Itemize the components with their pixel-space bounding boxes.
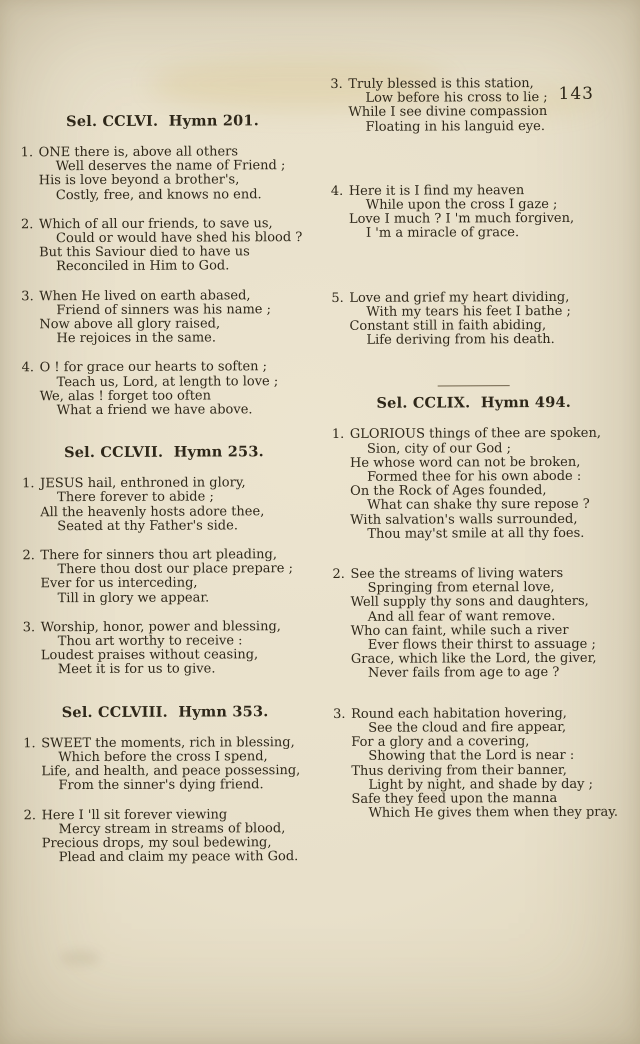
hymn-verse xyxy=(22,476,306,534)
verse-line: Loudest praises without ceasing, xyxy=(40,647,259,664)
verse-number: 3. xyxy=(22,620,36,636)
verse-line: And all fear of want remove. xyxy=(367,608,556,625)
hymn-section xyxy=(332,385,618,821)
verse-line: Truly blessed is this station, xyxy=(348,76,534,92)
hymn-verse xyxy=(332,427,616,542)
verse-line: But this Saviour died to have us xyxy=(39,244,250,261)
hymn-verse xyxy=(21,217,305,275)
verse-line: O ! for grace our hearts to soften ; xyxy=(39,359,268,376)
verse-line: See the cloud and fire appear, xyxy=(368,719,567,736)
verse-line: Thus deriving from their banner, xyxy=(351,762,567,779)
verse-line: Seated at thy Father's side. xyxy=(57,518,238,535)
verse-lines xyxy=(41,620,307,678)
verse-line: All the heavenly hosts adore thee, xyxy=(40,503,265,520)
verse-number: 4. xyxy=(21,360,35,376)
verse-line: Safe they feed upon the manna xyxy=(351,790,558,807)
right-column xyxy=(330,77,617,880)
verse-number: 1. xyxy=(23,735,36,751)
hymn-verse xyxy=(22,361,306,419)
verse-line: Till in glory we appear. xyxy=(57,590,210,606)
verse-number: 3. xyxy=(330,76,343,92)
verse-line: Grace, which like the Lord, the giver, xyxy=(350,651,597,668)
verse-line: I 'm a miracle of grace. xyxy=(365,225,520,242)
verse-line: Life deriving from his death. xyxy=(366,332,555,349)
verse-line: Reconciled in Him to God. xyxy=(56,258,230,275)
verse-line: Here it is I find my heaven xyxy=(348,182,525,199)
verse-number: 1. xyxy=(22,476,35,492)
verse-lines xyxy=(351,706,617,821)
verse-line: Life, and health, and peace possessing, xyxy=(41,763,301,780)
verse-line: Floating in his languid eye. xyxy=(365,118,546,135)
paper-stain xyxy=(60,950,100,966)
left-column xyxy=(20,78,307,881)
hymn-verse xyxy=(331,184,615,242)
verse-line: For a glory and a covering, xyxy=(351,734,530,750)
verse-number: 1. xyxy=(20,145,34,161)
verse-number: 5. xyxy=(331,290,344,306)
verse-line: While I see divine compassion xyxy=(348,104,548,121)
verse-line: Well deserves the name of Friend ; xyxy=(55,158,286,175)
hymn-heading: Sel. CCLVII. Hymn 253. xyxy=(64,443,264,462)
verse-line: GLORIOUS things of thee are spoken, xyxy=(349,426,602,443)
verse-line: Ever flows their thirst to assuage ; xyxy=(367,636,596,653)
verse-line: Teach us, Lord, at length to love ; xyxy=(56,373,279,390)
verse-number: 2. xyxy=(20,217,34,233)
section-divider xyxy=(438,386,510,387)
verse-line: Round each habitation hovering, xyxy=(351,705,567,722)
hymn-verse xyxy=(21,145,305,203)
verse-line: Friend of sinners was his name ; xyxy=(56,302,272,318)
verse-line: His is love beyond a brother's, xyxy=(38,172,240,189)
verse-line: Light by night, and shade by day ; xyxy=(368,776,594,793)
verse-line: With salvation's walls surrounded, xyxy=(350,511,578,528)
verse-lines xyxy=(39,289,305,347)
verse-lines xyxy=(39,217,305,275)
verse-line: Never fails from age to age ? xyxy=(367,665,560,682)
hymn-verse xyxy=(23,736,307,794)
verse-number: 3. xyxy=(21,288,34,304)
verse-lines xyxy=(39,145,305,203)
verse-line: Thou art worthy to receive : xyxy=(57,633,243,650)
verse-line: Which He gives them when they pray. xyxy=(368,804,619,821)
verse-line: Precious drops, my soul bedewing, xyxy=(41,835,272,852)
verse-line: With my tears his feet I bathe ; xyxy=(366,303,571,320)
verse-lines xyxy=(348,77,614,135)
verse-line: There thou dost our place prepare ; xyxy=(57,561,294,578)
verse-lines xyxy=(349,184,615,242)
verse-line: See the streams of living waters xyxy=(350,566,564,582)
verse-line: There forever to abide ; xyxy=(57,489,214,506)
verse-lines xyxy=(40,476,306,534)
verse-line: Low before his cross to lie ; xyxy=(365,90,548,107)
hymn-verse xyxy=(333,706,617,821)
hymn-verse xyxy=(331,290,615,348)
hymn-section xyxy=(22,443,307,678)
verse-lines xyxy=(41,736,307,794)
verse-line: Costly, free, and knows no end. xyxy=(55,186,262,203)
hymn-verse xyxy=(24,808,308,866)
hymn-verse xyxy=(21,289,305,347)
verse-line: Which before the cross I spend, xyxy=(58,749,268,766)
verse-line: ONE there is, above all others xyxy=(38,144,239,161)
hymn-heading: Sel. CCLIX. Hymn 494. xyxy=(376,394,572,413)
verse-line: JESUS hail, enthroned in glory, xyxy=(40,475,246,492)
hymn-heading: Sel. CCLVIII. Hymn 353. xyxy=(61,702,269,721)
verse-line: Meet it is for us to give. xyxy=(57,661,216,678)
verse-line: Constant still in faith abiding, xyxy=(349,318,547,334)
hymn-verse xyxy=(332,567,616,682)
verse-line: Here I 'll sit forever viewing xyxy=(41,806,228,823)
verse-lines xyxy=(349,290,615,348)
verse-line: There for sinners thou art pleading, xyxy=(40,547,277,564)
verse-line: Showing that the Lord is near : xyxy=(368,748,575,765)
verse-line: Plead and claim my peace with God. xyxy=(58,849,299,866)
verse-line: On the Rock of Ages founded, xyxy=(350,483,547,500)
hymn-heading: Sel. CCLVI. Hymn 201. xyxy=(66,112,259,131)
verse-line: While upon the cross I gaze ; xyxy=(365,196,558,213)
verse-line: Mercy stream in streams of blood, xyxy=(58,820,286,837)
verse-line: SWEET the moments, rich in blessing, xyxy=(41,734,295,751)
hymn-verse xyxy=(23,620,307,678)
verse-line: What can shake thy sure repose ? xyxy=(367,497,590,514)
verse-lines xyxy=(42,808,308,866)
verse-line: Thou may'st smile at all thy foes. xyxy=(367,525,585,542)
verse-line: What a friend we have above. xyxy=(56,402,253,419)
verse-line: Sion, city of our God ; xyxy=(366,440,512,457)
verse-line: From the sinner's dying friend. xyxy=(58,777,264,794)
verse-line: He whose word can not be broken, xyxy=(349,454,581,471)
verse-number: 2. xyxy=(332,566,345,583)
verse-line: Love I much ? I 'm much forgiven, xyxy=(348,211,575,228)
verse-line: Who can faint, while such a river xyxy=(350,622,569,639)
verse-number: 2. xyxy=(23,807,36,823)
verse-line: Could or would have shed his blood ? xyxy=(56,230,303,247)
verse-number: 3. xyxy=(333,706,346,722)
hymn-section xyxy=(20,112,305,418)
hymn-section xyxy=(23,703,308,866)
verse-line: Ever for us interceding, xyxy=(40,576,198,592)
verse-lines xyxy=(350,427,616,542)
hymn-section xyxy=(330,77,615,349)
verse-line: Formed thee for his own abode : xyxy=(367,468,582,485)
verse-lines xyxy=(40,361,306,419)
verse-number: 1. xyxy=(331,427,345,443)
hymn-verse xyxy=(22,548,306,606)
verse-line: Which of all our friends, to save us, xyxy=(38,216,273,233)
verse-lines xyxy=(350,567,616,682)
hymn-verse xyxy=(330,77,614,135)
verse-line: Worship, honor, power and blessing, xyxy=(40,619,281,636)
verse-line: When He lived on earth abased, xyxy=(39,287,251,304)
verse-line: Springing from eternal love, xyxy=(367,580,555,597)
verse-line: Love and grief my heart dividing, xyxy=(349,289,570,306)
verse-number: 4. xyxy=(330,183,344,199)
verse-number: 2. xyxy=(22,548,35,564)
page-number: 143 xyxy=(558,84,594,104)
verse-lines xyxy=(40,548,306,606)
verse-line: Well supply thy sons and daughters, xyxy=(350,594,589,611)
verse-line: He rejoices in the same. xyxy=(56,330,217,347)
verse-line: Now above all glory raised, xyxy=(39,316,221,333)
verse-line: We, alas ! forget too often xyxy=(39,388,212,405)
